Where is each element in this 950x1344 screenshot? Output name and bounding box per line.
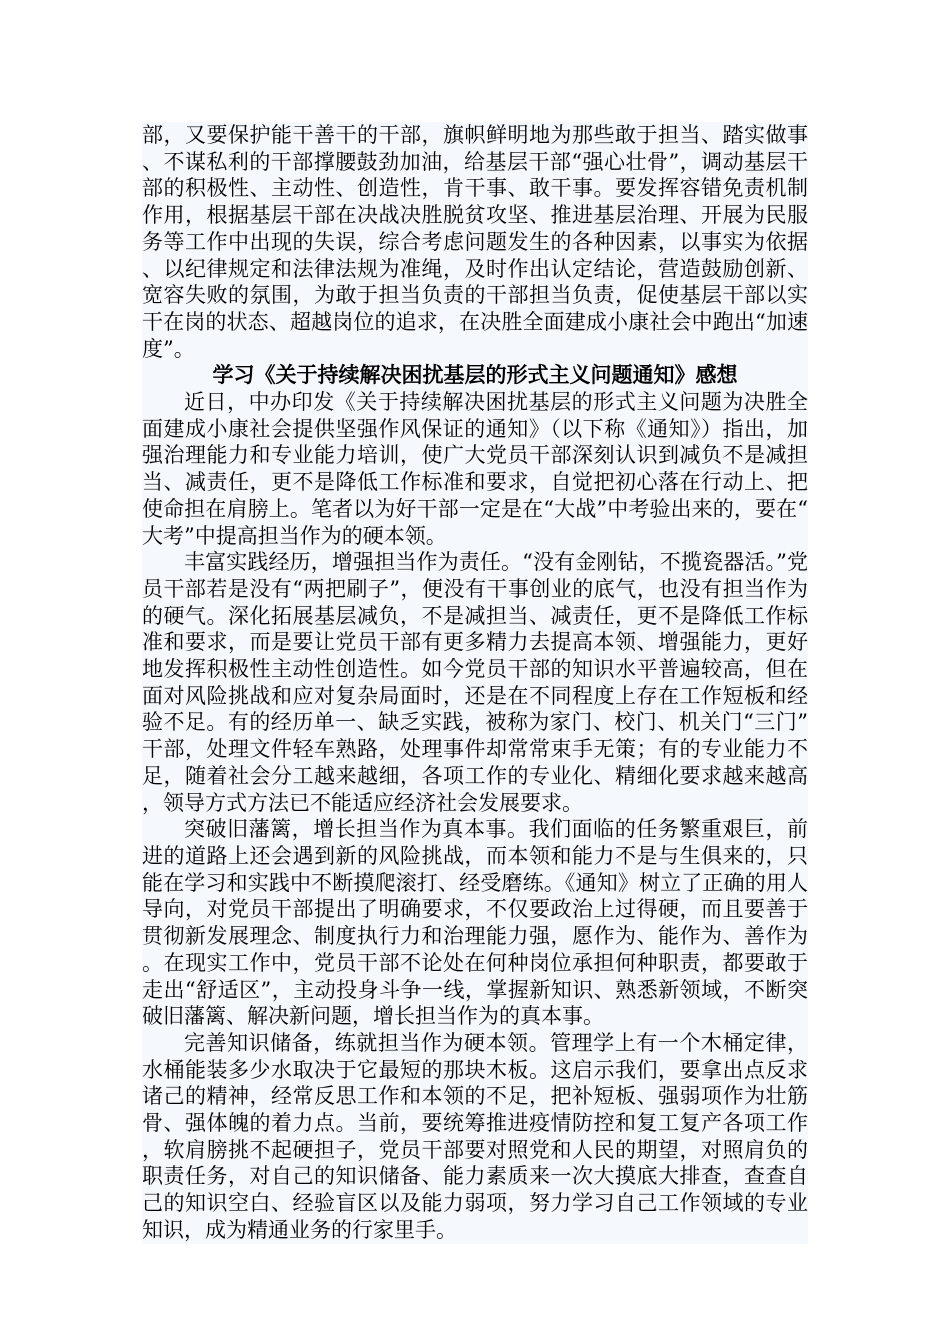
document-body	[142, 122, 808, 1244]
body-paragraph-breakthrough: 突破旧藩篱，增长担当作为真本事。我们面临的任务繁重艰巨，前进的道路上还会遇到新的风险挑战，而本领和能力不是与生俱来的，只能在学习和实践中不断摸爬滚打、经受磨练。《通知》树立了正确的用人导向，对党员干部提出了明确要求，不仅要政治上过得硬，而且要善于贯彻新发展理念、制度执行力和治理能力强，愿作为、能作为、善作为。在现实工作中，党员干部不论处在何种岗位承担何种职责，都要敢于走出“舒适区”，主动投身斗争一线，掌握新知识、熟悉新领域，不断突破旧藩篱、解决新问题，增长担当作为的真本事。	[142, 817, 808, 1029]
body-paragraph-intro: 近日，中办印发《关于持续解决困扰基层的形式主义问题为决胜全面建成小康社会提供坚强作风保证的通知》（以下称《通知》）指出，加强治理能力和专业能力培训，使广大党员干部深刻认识到减负不是减担当、减责任，更不是降低工作标准和要求，自觉把初心落在行动上、把使命担在肩膀上。笔者以为好干部一定是在“大战”中考验出来的，要在“大考”中提高担当作为的硬本领。	[142, 390, 808, 548]
continuation-paragraph: 部，又要保护能干善干的干部，旗帜鲜明地为那些敢于担当、踏实做事、不谋私利的干部撑腰鼓劲加油，给基层干部“强心壮骨”，调动基层干部的积极性、主动性、创造性，肯干事、敢干事。要发挥容错免责机制作用，根据基层干部在决战决胜脱贫攻坚、推进基层治理、开展为民服务等工作中出现的失误，综合考虑问题发生的各种因素，以事实为依据、以纪律规定和法律法规为准绳，及时作出认定结论，营造鼓励创新、宽容失败的氛围，为敢于担当负责的干部担当负责，促使基层干部以实干在岗的状态、超越岗位的追求，在决胜全面建成小康社会中跑出“加速度”。	[142, 123, 808, 361]
body-paragraph-knowledge: 完善知识储备，练就担当作为硬本领。管理学上有一个木桶定律，水桶能装多少水取决于它最短的那块木板。这启示我们，要拿出点反求诸己的精神，经常反思工作和本领的不足，把补短板、强弱项作为壮筋骨、强体魄的着力点。当前，要统筹推进疫情防控和复工复产各项工作，软肩膀挑不起硬担子，党员干部要对照党和人民的期望，对照肩负的职责任务，对自己的知识储备、能力素质来一次大摸底大排查，查查自己的知识空白、经验盲区以及能力弱项，努力学习自己工作领域的专业知识，成为精通业务的行家里手。	[142, 1030, 808, 1242]
section-heading: 学习《关于持续解决困扰基层的形式主义问题通知》感想	[212, 362, 738, 388]
body-paragraph-practice: 丰富实践经历，增强担当作为责任。“没有金刚钻，不揽瓷器活。”党员干部若是没有“两把刷子”，便没有干事创业的底气，也没有担当作为的硬气。深化拓展基层减负，不是减担当、减责任，更不是降低工作标准和要求，而是要让党员干部有更多精力去提高本领、增强能力，更好地发挥积极性主动性创造性。如今党员干部的知识水平普遍较高，但在面对风险挑战和应对复杂局面时，还是在不同程度上存在工作短板和经验不足。有的经历单一、缺乏实践，被称为家门、校门、机关门“三门”干部，处理文件轻车熟路，处理事件却常常束手无策；有的专业能力不足，随着社会分工越来越细，各项工作的专业化、精细化要求越来越高，领导方式方法已不能适应经济社会发展要求。	[142, 550, 808, 815]
